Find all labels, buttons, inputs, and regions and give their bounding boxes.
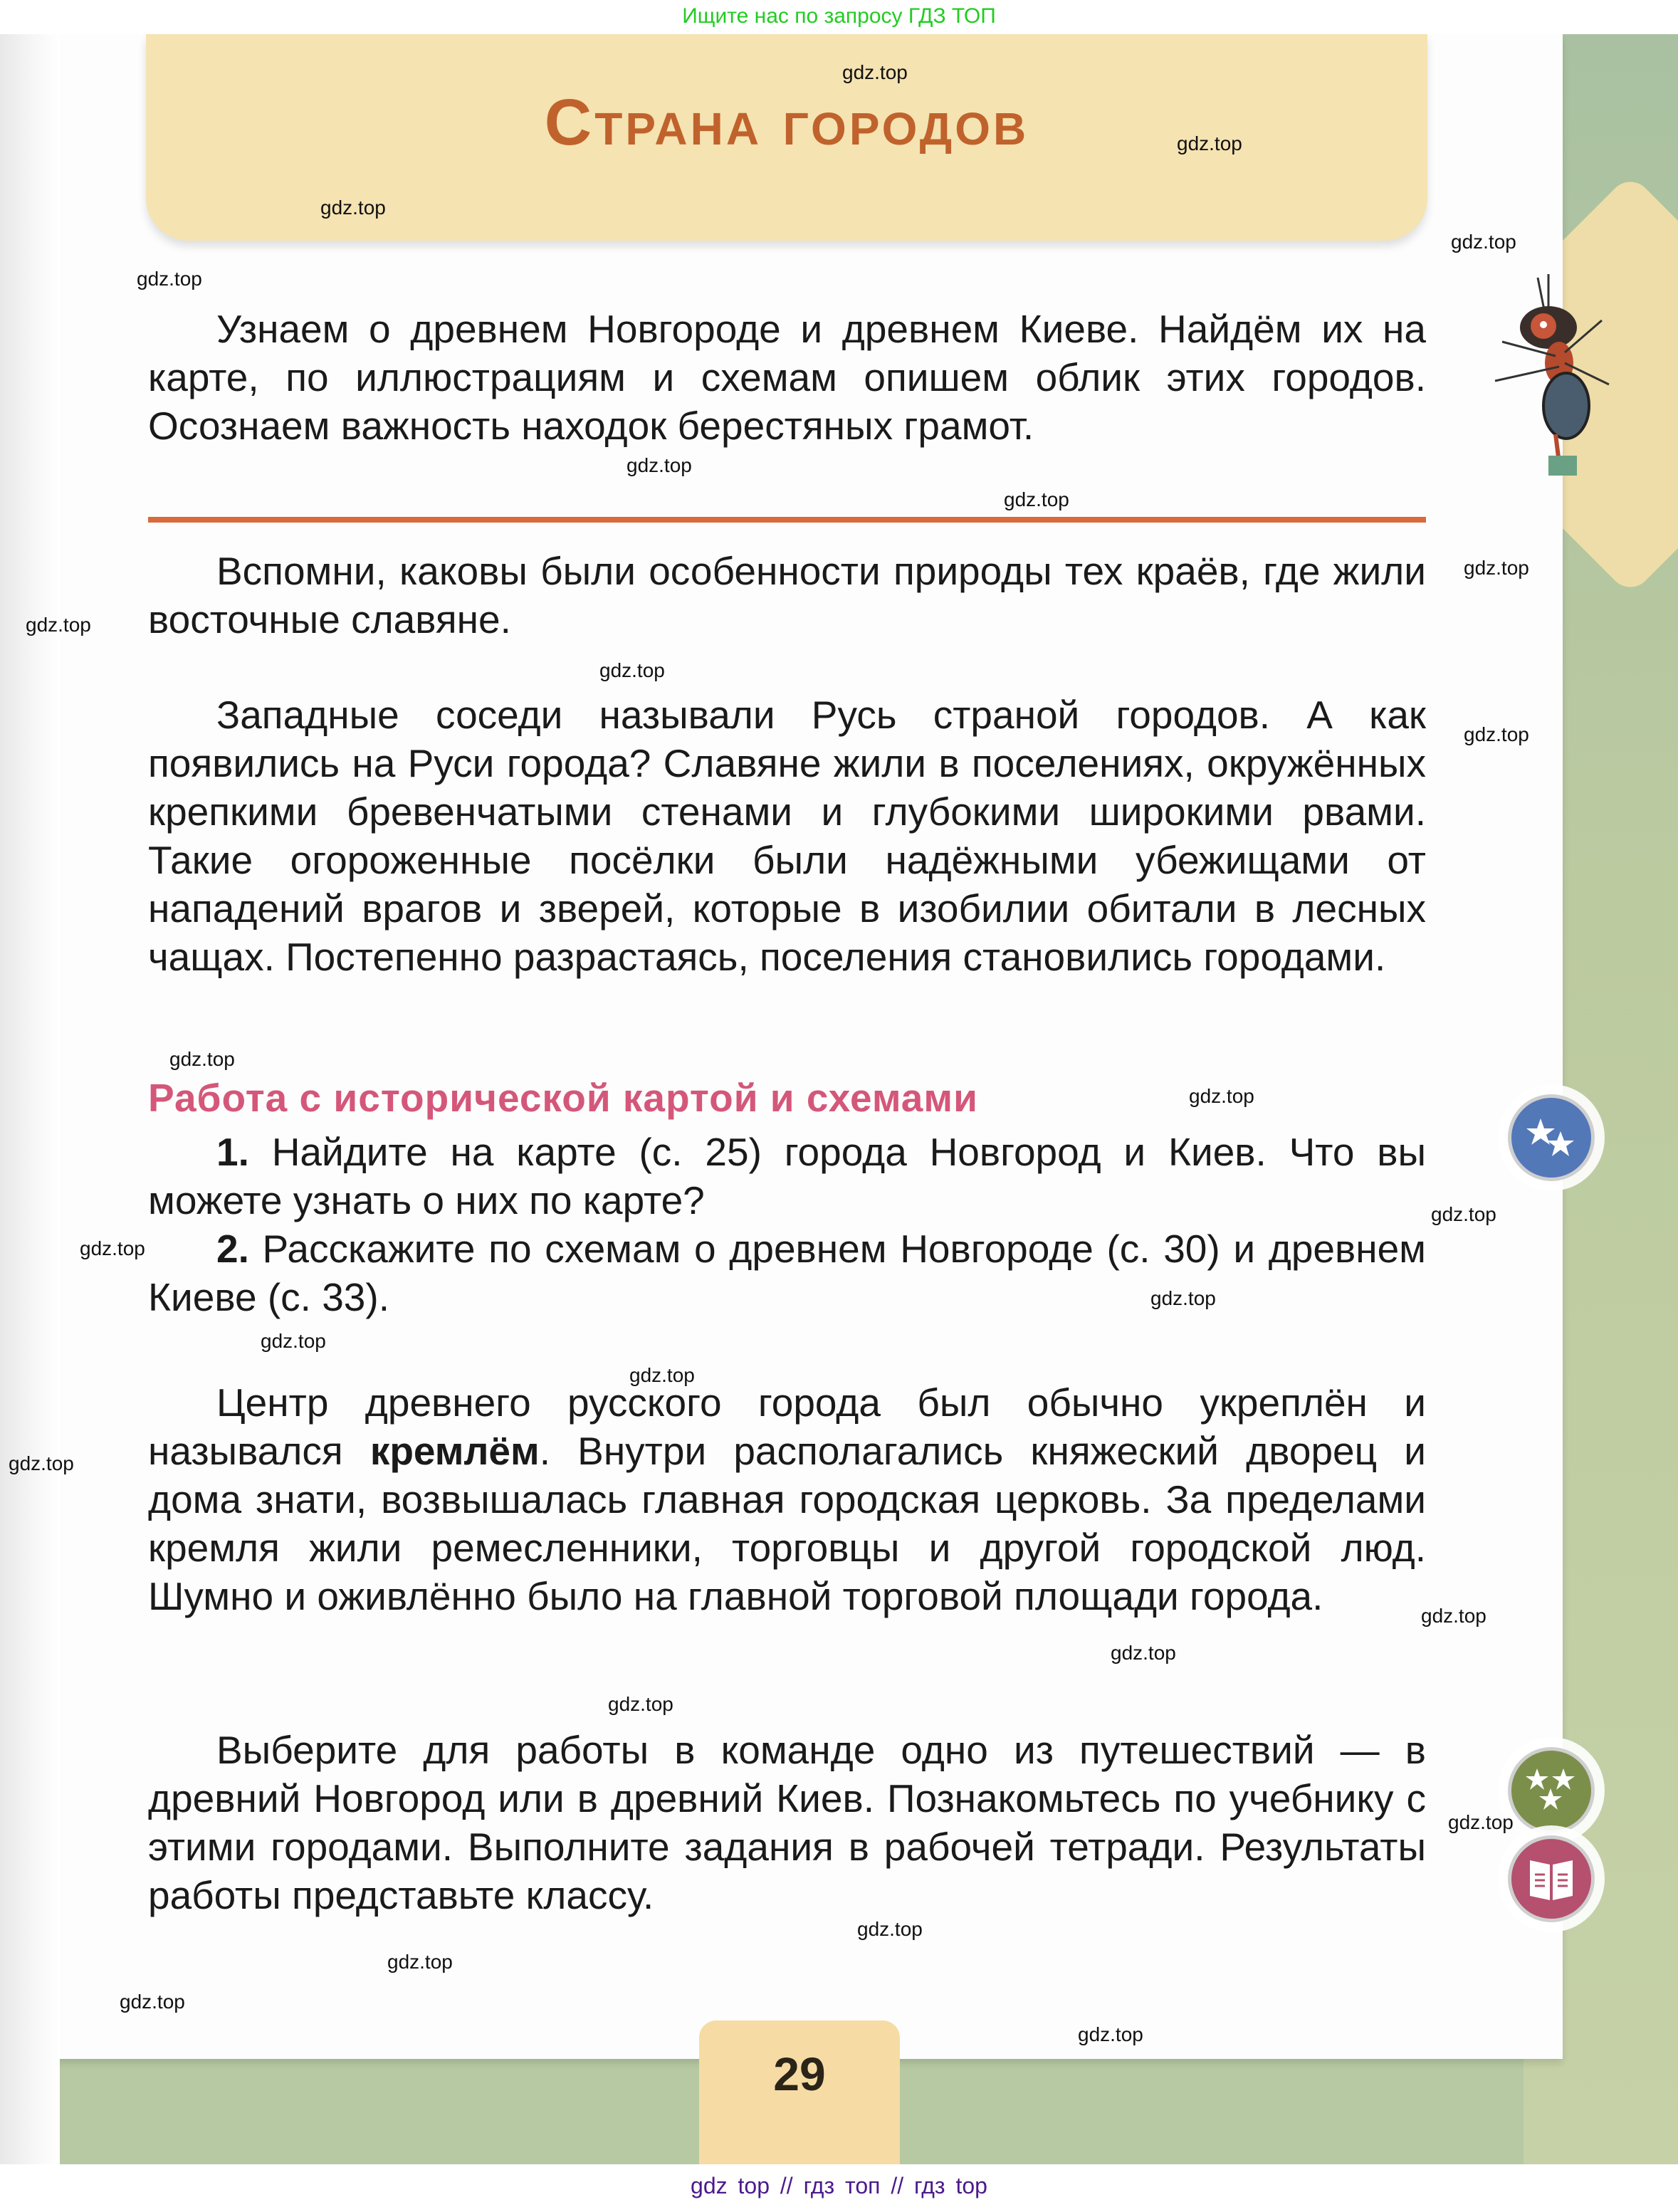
paragraph-team-task: Выберите для работы в команде одно из путешествий — в древний Новгород или в древний Киев. Познакомьтесь по учебнику с этими городами. Выполните задания в рабочей тетради. Результаты работы представьте классу. — [148, 1728, 1426, 1917]
task-text: Найдите на карте (с. 25) города Новгород и Киев. Что вы можете узнать о них по карте? — [148, 1130, 1426, 1222]
recall-paragraph: Вспомни, каковы были особенности природы тех краёв, где жили восточные славяне. — [148, 549, 1426, 641]
bottom-banner[interactable]: gdz top // гдз топ // гдз top — [0, 2164, 1678, 2212]
kremlin-text-after: . Внутри располагались княжеский дворец и дома знати, возвышалась главная городская церковь. За пределами кремля жили ремесленники, торговцы и другой городской люд. Шумно и оживлённо было на главной торговой площади города. — [148, 1429, 1426, 1618]
watermark: gdz.top — [1464, 557, 1529, 579]
three-stars-badge-icon[interactable] — [1508, 1747, 1595, 1834]
kremlin-text-before: Центр древнего русского города был обычно укреплён и назывался — [148, 1380, 1426, 1473]
open-book-badge-icon[interactable] — [1508, 1835, 1595, 1922]
watermark: gdz.top — [1177, 132, 1242, 154]
kremlin-term: кремлём — [369, 1429, 540, 1473]
watermark: gdz.top — [387, 1951, 453, 1973]
watermark: gdz.top — [1421, 1605, 1486, 1627]
paragraph-country-of-cities: Западные соседи называли Русь страной городов. А как появились на Руси города? Славяне жили в поселениях, окружённых крепкими бревенчатыми стенами и глубокими широкими рвами. Такие огороженные посёлки были надёжными убежищами от нападений врагов и зверей, которые в изобилии обитали в лесных чащах. Постепенно разрастаясь, поселения становились городами. — [148, 693, 1426, 979]
watermark: gdz.top — [842, 61, 908, 83]
watermark: gdz.top — [1004, 488, 1069, 510]
watermark: gdz.top — [1464, 723, 1529, 745]
task-text: Расскажите по схемам о древнем Новгороде (с. 30) и древнем Киеве (с. 33). — [148, 1227, 1426, 1319]
page-spine-edge — [0, 34, 60, 2164]
watermark: gdz.top — [169, 1048, 235, 1070]
watermark: gdz.top — [120, 1991, 185, 2013]
two-stars-badge-icon[interactable] — [1508, 1094, 1595, 1181]
intro-paragraph: Узнаем о древнем Новгороде и древнем Киеве. Найдём их на карте, по иллюстрациям и схемам опишем облик этих городов. Осознаем важность находок берестяных грамот. — [148, 307, 1426, 448]
watermark: gdz.top — [320, 196, 386, 219]
task-1 — [148, 1128, 1426, 1225]
watermark: gdz.top — [1431, 1203, 1496, 1225]
watermark: gdz.top — [261, 1330, 326, 1352]
watermark: gdz.top — [137, 268, 202, 290]
watermark: gdz.top — [9, 1452, 74, 1474]
paragraph-kremlin — [148, 1378, 1426, 1620]
watermark: gdz.top — [1111, 1642, 1176, 1664]
section-divider — [148, 517, 1426, 523]
section-heading: Работа с исторической картой и схемами — [148, 1076, 978, 1120]
watermark: gdz.top — [26, 614, 91, 636]
task-2 — [148, 1225, 1426, 1321]
watermark: gdz.top — [626, 454, 692, 476]
task-number: 1. — [216, 1130, 249, 1174]
watermark: gdz.top — [857, 1918, 923, 1940]
watermark: gdz.top — [1189, 1085, 1254, 1107]
watermark: gdz.top — [1150, 1287, 1216, 1309]
top-banner[interactable]: Ищите нас по запросу ГДЗ ТОП — [0, 0, 1678, 34]
task-number: 2. — [216, 1227, 249, 1271]
watermark: gdz.top — [599, 659, 665, 681]
page-number: 29 — [699, 2020, 900, 2164]
watermark: gdz.top — [629, 1364, 695, 1386]
page-title: Страна городов — [544, 86, 1029, 159]
ant-mascot-icon — [1481, 263, 1623, 477]
watermark: gdz.top — [1078, 2023, 1143, 2045]
watermark: gdz.top — [1448, 1811, 1514, 1833]
watermark: gdz.top — [80, 1237, 145, 1259]
watermark: gdz.top — [1451, 231, 1516, 253]
watermark: gdz.top — [608, 1693, 673, 1715]
